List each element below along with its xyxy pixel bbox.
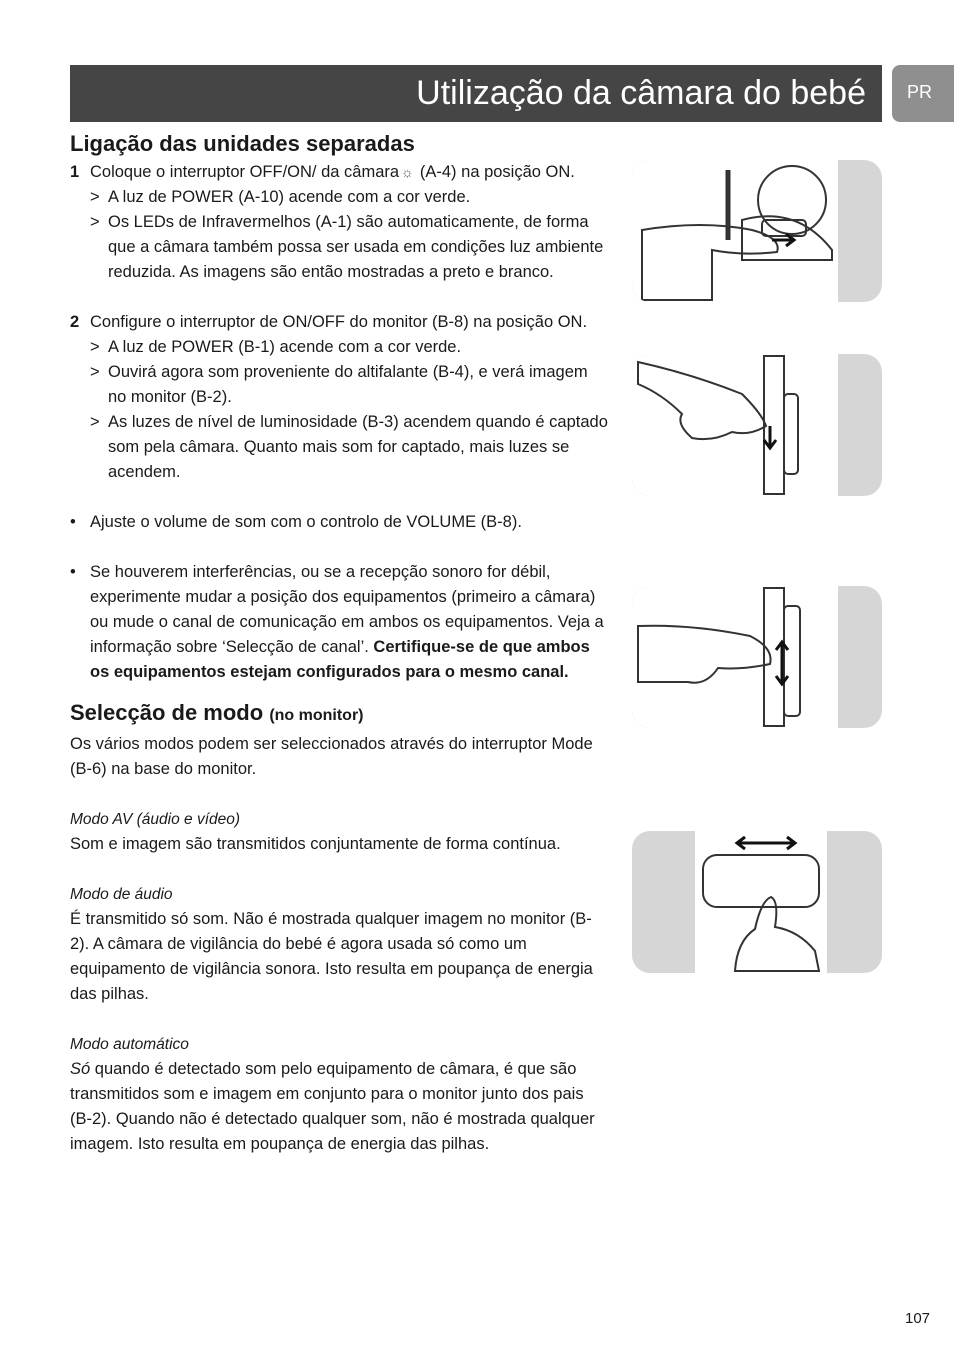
illustration-photo bbox=[632, 586, 838, 728]
language-tab-label: PR bbox=[907, 82, 933, 102]
illustration-mode-switch bbox=[632, 831, 882, 973]
step-number: 2 bbox=[70, 313, 80, 331]
result-text: A luz de POWER (B-1) acende com a cor verde. bbox=[108, 338, 462, 356]
result-item bbox=[70, 210, 610, 285]
step-number: 1 bbox=[70, 163, 80, 181]
section-heading-text: Selecção de modo bbox=[70, 700, 264, 725]
mode-text-body: quando é detectado som pelo equipamento de câmara, é que são transmitidos som e imagem em conjunto para o monitor junto dos pais (B-2). Quando não é detectado qualquer som, não é mostrada qualquer imagem. Isto resulta em poupança de energia das pilhas. bbox=[70, 1060, 595, 1153]
mode-title-av: Modo AV (áudio e vídeo) bbox=[70, 811, 241, 828]
section-heading-note: (no monitor) bbox=[269, 707, 364, 724]
bullet-bold-note: Certifique-se de que ambos os equipamentos estejam configurados para o mesmo canal. bbox=[90, 638, 590, 681]
camera-switch-drawing bbox=[632, 160, 838, 302]
mode-text-av: Som e imagem são transmitidos conjuntamente de forma contínua. bbox=[70, 835, 561, 853]
mode-intro: Os vários modos podem ser seleccionados através do interruptor Mode (B-6) na base do monitor. bbox=[70, 735, 593, 778]
result-text: A luz de POWER (A-10) acende com a cor verde. bbox=[108, 188, 471, 206]
mode-switch-drawing bbox=[695, 831, 827, 973]
result-text: As luzes de nível de luminosidade (B-3) acendem quando é captado som pela câmara. Quanto mais som for captado, mais luzes se acendem. bbox=[108, 413, 608, 481]
bullet-text: Ajuste o volume de som com o controlo de VOLUME (B-8). bbox=[90, 513, 522, 531]
step-1 bbox=[70, 160, 610, 185]
result-marker: > bbox=[90, 413, 100, 431]
step-text: Coloque o interruptor OFF/ON/ da câmara bbox=[90, 163, 400, 181]
result-item bbox=[70, 360, 610, 410]
volume-control-drawing bbox=[632, 586, 838, 728]
main-content bbox=[70, 128, 610, 1157]
illustration-photo bbox=[632, 160, 838, 302]
page-number: 107 bbox=[905, 1310, 931, 1327]
bullet-item-volume bbox=[70, 510, 610, 535]
step-2 bbox=[70, 310, 610, 335]
result-marker: > bbox=[90, 188, 100, 206]
section-heading-connection: Ligação das unidades separadas bbox=[70, 131, 415, 156]
bullet-text: Se houverem interferências, ou se a recepção sonoro for débil, experimente mudar a posição dos equipamentos (primeiro a câmara) ou mude o canal de comunicação em ambos os equipamentos. Veja a informação sobre ‘Selecção de canal’. bbox=[90, 563, 604, 656]
sun-icon: ☼ bbox=[401, 164, 414, 180]
result-marker: > bbox=[90, 338, 100, 356]
mode-text-auto bbox=[70, 1057, 610, 1157]
result-marker: > bbox=[90, 213, 100, 231]
illustration-monitor-switch bbox=[632, 354, 882, 496]
result-text: Os LEDs de Infravermelhos (A-1) são automaticamente, de forma que a câmara também possa ser usada em condições luz ambiente reduzida. As imagens são então mostradas a preto e branco. bbox=[108, 213, 604, 281]
monitor-switch-drawing bbox=[632, 354, 838, 496]
result-marker: > bbox=[90, 363, 100, 381]
bullet-dot: • bbox=[70, 513, 76, 531]
mode-text-emphasis: Só bbox=[70, 1060, 91, 1078]
header-bar bbox=[70, 65, 882, 122]
step-text: Configure o interruptor de ON/OFF do monitor (B-8) na posição ON. bbox=[90, 313, 588, 331]
result-text: Ouvirá agora som proveniente do altifalante (B-4), e verá imagem no monitor (B-2). bbox=[108, 363, 588, 406]
page-title: Utilização da câmara do bebé bbox=[416, 74, 866, 112]
result-item bbox=[70, 410, 610, 485]
step-text: (A-4) na posição ON. bbox=[419, 163, 575, 181]
illustration-photo bbox=[695, 831, 827, 973]
mode-title-audio: Modo de áudio bbox=[70, 886, 173, 903]
section-heading-mode bbox=[70, 697, 610, 732]
result-item bbox=[70, 335, 610, 360]
illustration-photo bbox=[632, 354, 838, 496]
illustration-volume-control bbox=[632, 586, 882, 728]
illustration-camera-switch bbox=[632, 160, 882, 302]
bullet-item-interference bbox=[70, 560, 610, 685]
bullet-dot: • bbox=[70, 563, 76, 581]
mode-title-auto: Modo automático bbox=[70, 1036, 189, 1053]
mode-text-audio: É transmitido só som. Não é mostrada qualquer imagem no monitor (B-2). A câmara de vigilância do bebé é agora usada só como um equipamento de vigilância sonora. Isto resulta em poupança de energia das pilhas. bbox=[70, 910, 593, 1003]
language-tab bbox=[892, 65, 954, 122]
result-item bbox=[70, 185, 610, 210]
